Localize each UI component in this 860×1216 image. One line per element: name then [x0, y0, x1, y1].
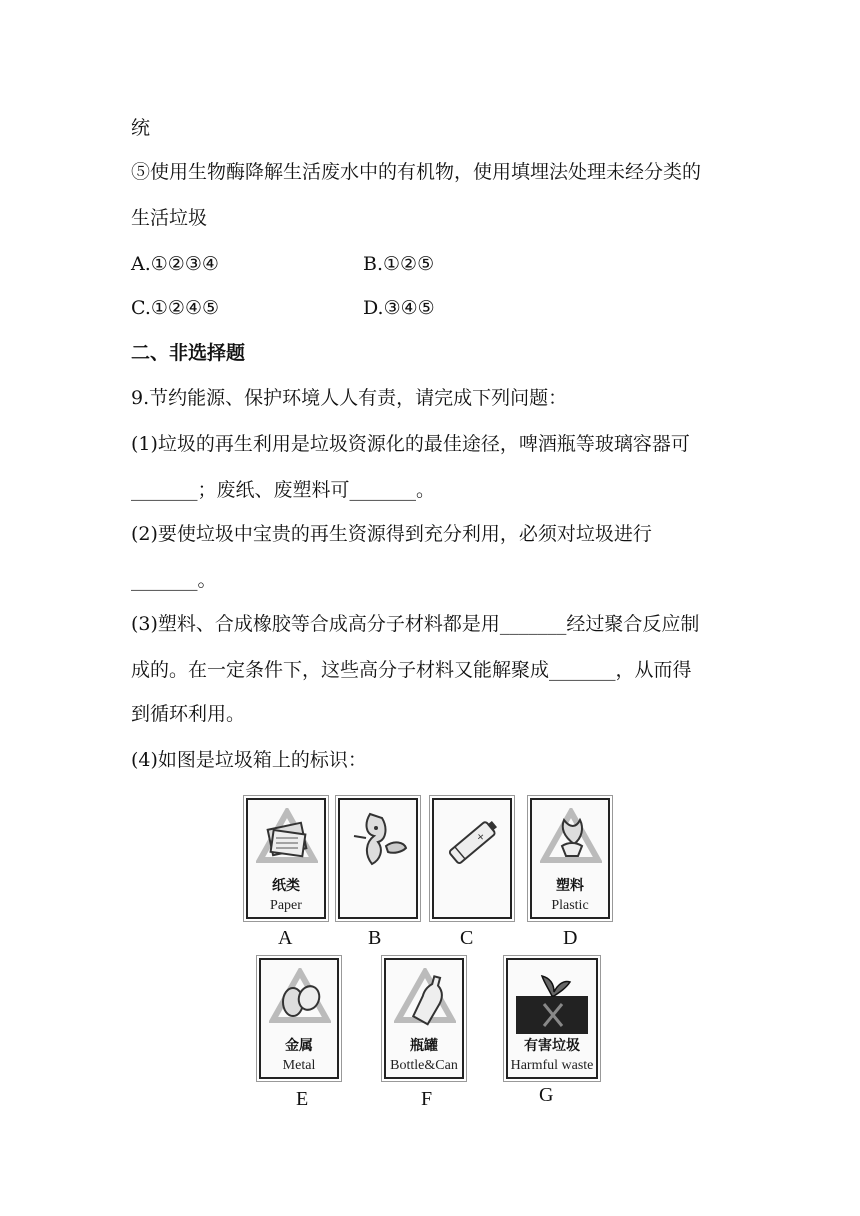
food-waste-icon	[346, 806, 412, 876]
paper-recycle-icon	[256, 808, 318, 872]
sign-e-english-label: Metal	[282, 1058, 316, 1073]
sign-d-chinese-label: 塑料	[556, 878, 584, 894]
sign-g	[506, 958, 598, 1079]
sign-e-letter: E	[296, 1088, 309, 1110]
question-9-part-3-line-3: 到循环利用。	[131, 703, 246, 725]
battery-icon	[440, 806, 506, 876]
sign-e	[259, 958, 339, 1079]
option-b: B.①②⑤	[363, 253, 435, 275]
question-9-stem: 9.节约能源、保护环境人人有责，请完成下列问题：	[131, 387, 568, 409]
option-d: D.③④⑤	[363, 297, 435, 319]
sign-g-english-label: Harmful waste	[510, 1058, 594, 1073]
metal-can-icon	[269, 968, 331, 1032]
sign-g-letter: G	[539, 1084, 554, 1106]
sign-b-letter: B	[368, 927, 382, 949]
question-9-part-1-line-1: (1)垃圾的再生利用是垃圾资源化的最佳途径，啤酒瓶等玻璃容器可	[131, 433, 690, 455]
text-line-3: 生活垃圾	[131, 207, 208, 229]
question-9-part-3-line-2: 成的。在一定条件下，这些高分子材料又能解聚成_______，从而得	[131, 659, 692, 681]
bottle-icon	[394, 968, 456, 1032]
question-9-part-2-line-1: (2)要使垃圾中宝贵的再生资源得到充分利用，必须对垃圾进行	[131, 523, 652, 545]
sign-b	[338, 798, 418, 919]
harmful-waste-icon	[514, 966, 590, 1036]
sign-d	[530, 798, 610, 919]
text-line-2: ⑤使用生物酶降解生活废水中的有机物，使用填埋法处理未经分类的	[131, 161, 702, 183]
question-9-part-2-line-2: _______。	[131, 569, 217, 591]
sign-f	[384, 958, 464, 1079]
section-title: 二、非选择题	[131, 342, 246, 364]
sign-c-letter: C	[460, 927, 474, 949]
sign-e-chinese-label: 金属	[285, 1038, 313, 1054]
question-9-part-3-line-1: (3)塑料、合成橡胶等合成高分子材料都是用_______经过聚合反应制	[131, 613, 700, 635]
sign-g-chinese-label: 有害垃圾	[524, 1038, 580, 1054]
sign-f-letter: F	[421, 1088, 433, 1110]
question-9-part-4-line-1: (4)如图是垃圾箱上的标识：	[131, 749, 367, 771]
sign-a-chinese-label: 纸类	[272, 878, 300, 894]
sign-a	[246, 798, 326, 919]
sign-c	[432, 798, 512, 919]
option-a: A.①②③④	[131, 253, 219, 275]
sign-d-english-label: Plastic	[551, 898, 589, 913]
sign-a-english-label: Paper	[270, 898, 302, 913]
sign-a-letter: A	[278, 927, 293, 949]
svg-text:+: +	[474, 830, 488, 845]
option-c: C.①②④⑤	[131, 297, 220, 319]
question-9-part-1-line-2: _______；废纸、废塑料可_______。	[131, 479, 436, 501]
sign-f-english-label: Bottle&Can	[390, 1058, 458, 1073]
text-line-1: 统	[131, 117, 151, 139]
sign-d-letter: D	[563, 927, 578, 949]
sign-f-chinese-label: 瓶罐	[410, 1038, 438, 1054]
plastic-recycle-icon	[540, 808, 602, 872]
